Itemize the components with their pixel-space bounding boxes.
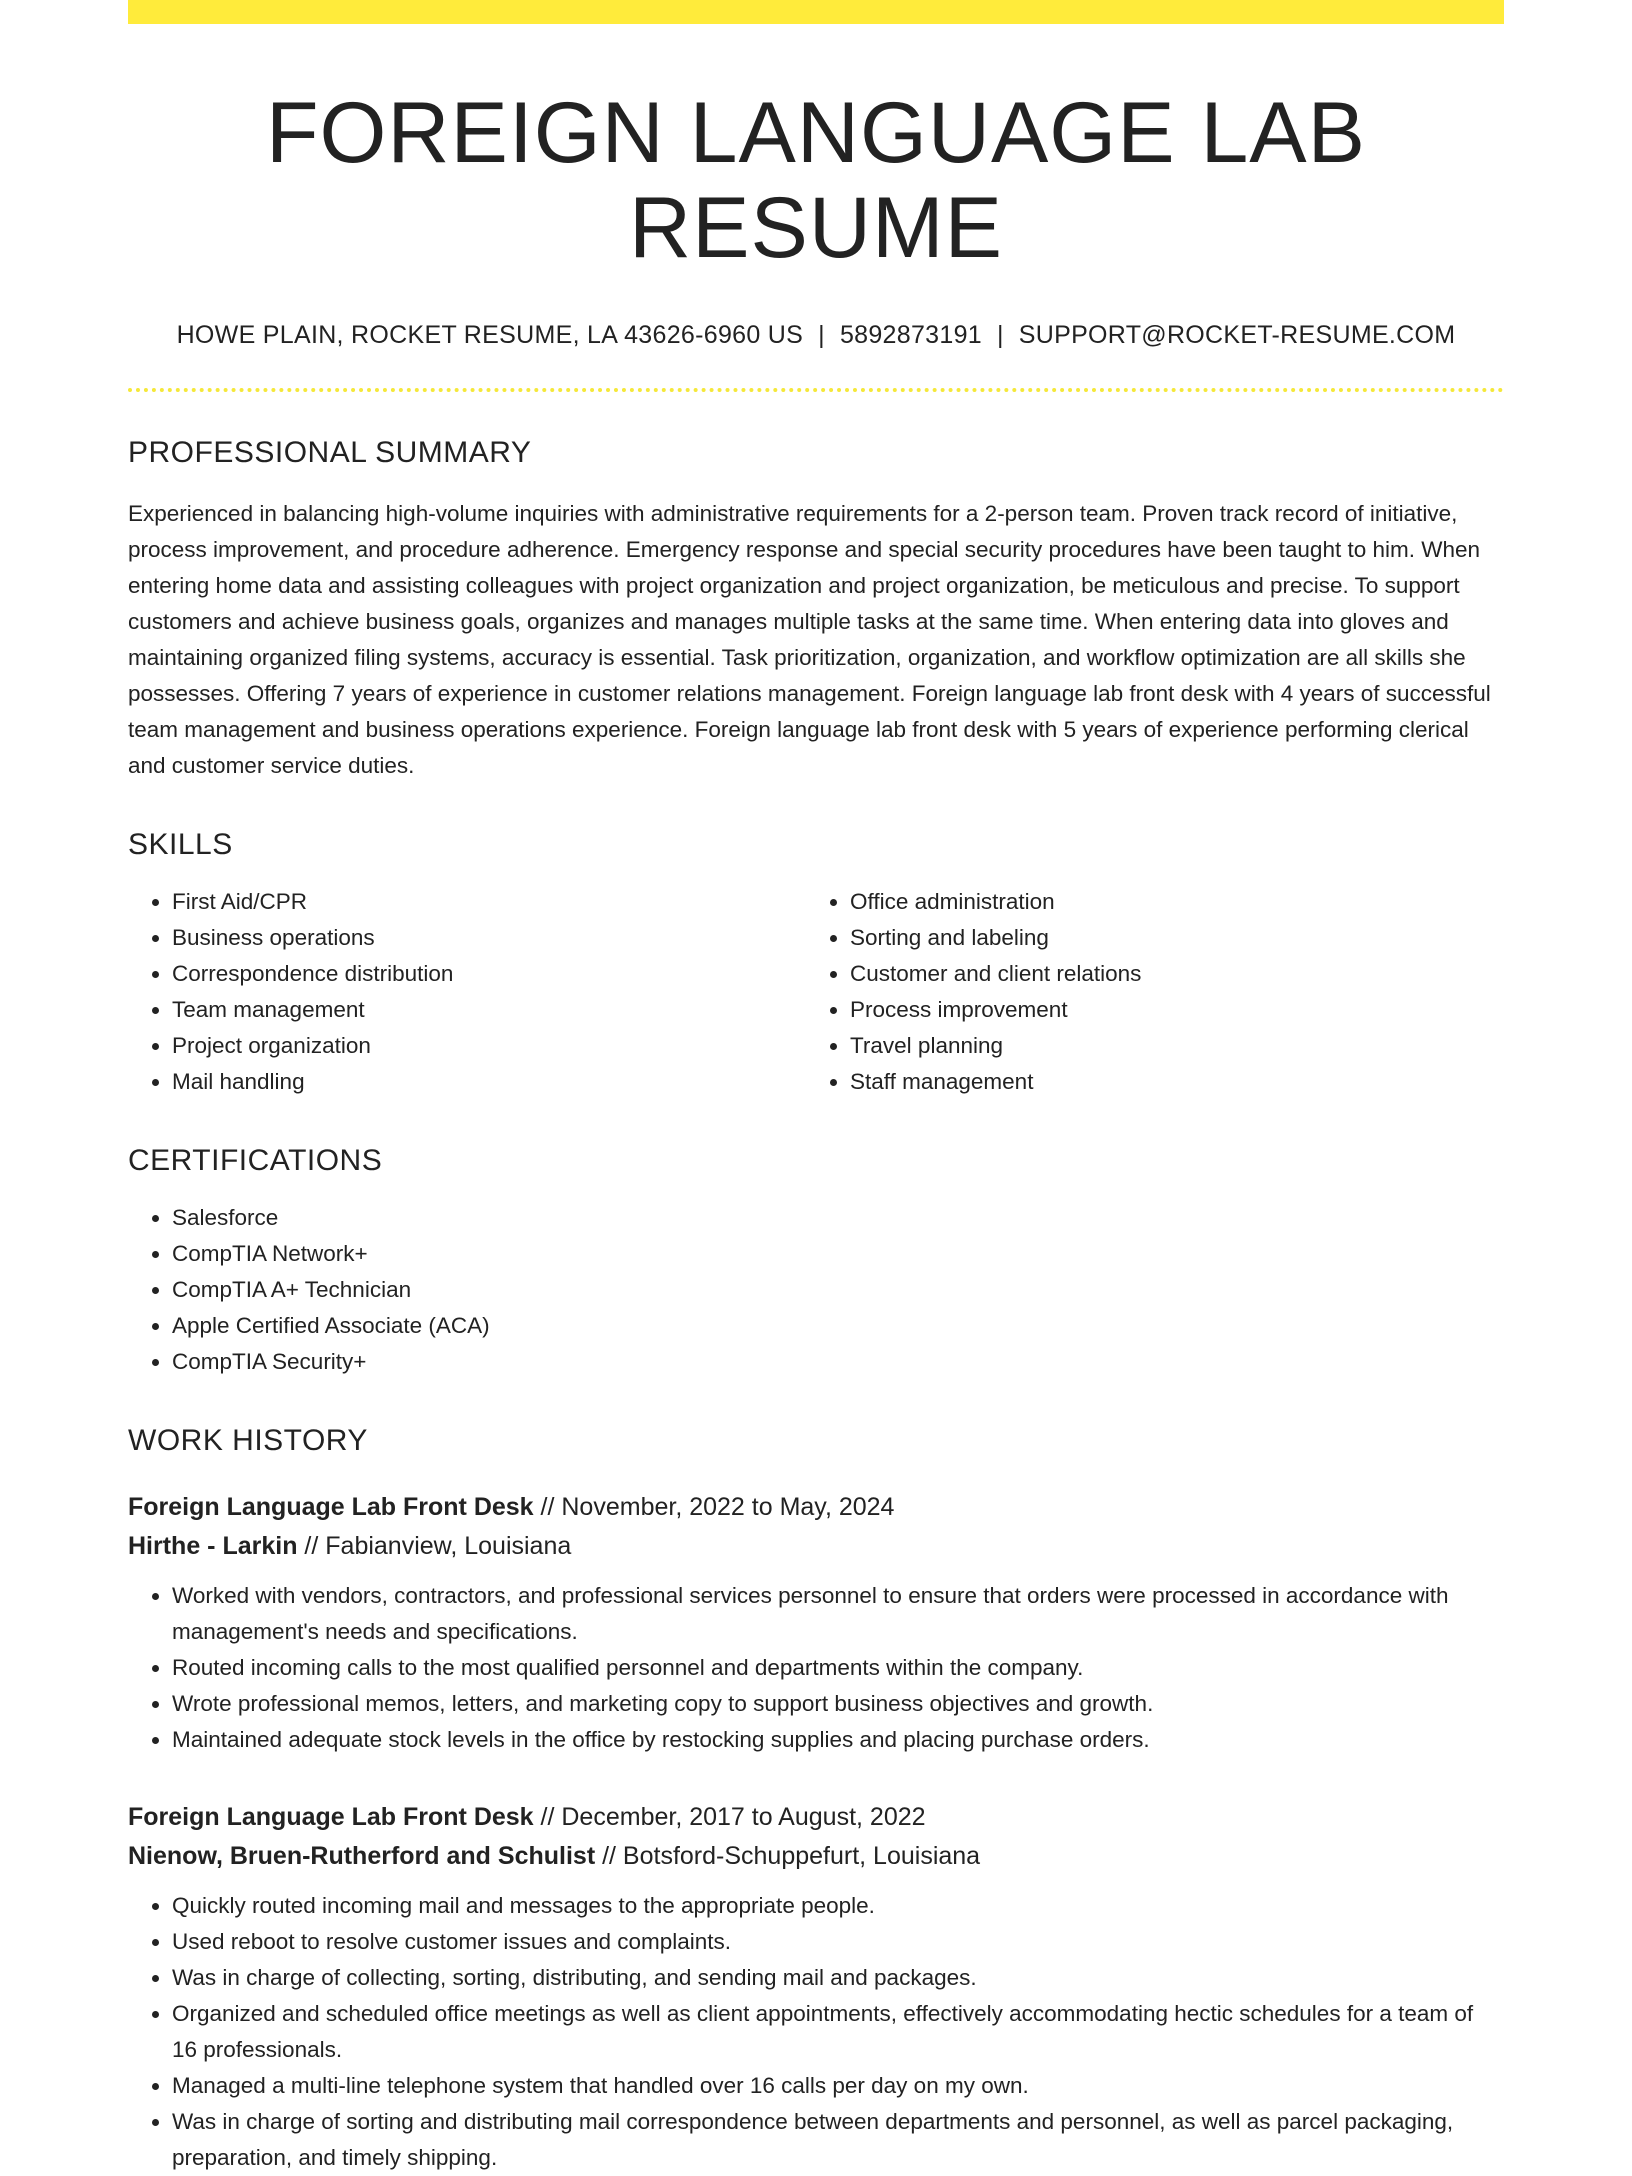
- job-title: Foreign Language Lab Front Desk: [128, 1493, 534, 1522]
- summary-section: [128, 436, 1504, 784]
- job-duty-item: • Organized and scheduled office meetings as well as client appointments, effectively accommodating hectic schedules for a team of 16 professionals.: [172, 1996, 1504, 2068]
- job-duty-item: • Routed incoming calls to the most qualified personnel and departments within the company.: [172, 1650, 1504, 1686]
- job-duty-item: • Wrote professional memos, letters, and marketing copy to support business objectives and growth.: [172, 1686, 1504, 1722]
- job-entry: [128, 1798, 1504, 2176]
- work-history-section: [128, 1424, 1504, 2176]
- contact-separator: |: [996, 321, 1004, 350]
- certifications-list: [128, 1200, 1504, 1380]
- contact-phone: 5892873191: [839, 321, 982, 350]
- skill-item: • Correspondence distribution: [172, 956, 806, 992]
- job-entry: [128, 1488, 1504, 1758]
- contact-line: [128, 321, 1504, 350]
- job-duty-item: • Maintained adequate stock levels in the office by restocking supplies and placing purchase orders.: [172, 1722, 1504, 1758]
- skills-section: [128, 828, 1504, 1100]
- job-duty-item: • Managed a multi-line telephone system that handled over 16 calls per day on my own.: [172, 2068, 1504, 2104]
- job-company-line: [128, 1837, 1504, 1876]
- resume-title: FOREIGN LANGUAGE LAB RESUME: [265, 85, 1367, 276]
- skills-grid: [128, 884, 1504, 1100]
- job-duty-item: • Worked with vendors, contractors, and professional services personnel to ensure that orders were processed in accordance with management's needs and specifications.: [172, 1578, 1504, 1650]
- job-duty-item: • Was in charge of sorting and distributing mail correspondence between departments and personnel, as well as parcel packaging, preparation, and timely shipping.: [172, 2104, 1504, 2176]
- certification-item: • CompTIA A+ Technician: [172, 1272, 1504, 1308]
- skill-item: • Business operations: [172, 920, 806, 956]
- job-company: Hirthe - Larkin: [128, 1532, 298, 1561]
- job-location: // Fabianview, Louisiana: [297, 1532, 572, 1561]
- job-duties-list: [128, 1888, 1504, 2176]
- certifications-heading: CERTIFICATIONS: [128, 1144, 383, 1178]
- job-title-line: [128, 1488, 1504, 1527]
- certification-item: • CompTIA Security+: [172, 1344, 1504, 1380]
- skill-item: • Mail handling: [172, 1064, 806, 1100]
- skills-list-right: [806, 884, 1484, 1100]
- skill-item: • Staff management: [850, 1064, 1484, 1100]
- dotted-divider: [128, 388, 1504, 392]
- job-location: // Botsford-Schuppefurt, Louisiana: [595, 1842, 981, 1871]
- job-duty-item: • Was in charge of collecting, sorting, distributing, and sending mail and packages.: [172, 1960, 1504, 1996]
- skill-item: • First Aid/CPR: [172, 884, 806, 920]
- summary-text: Experienced in balancing high-volume inquiries with administrative requirements for a 2-person team. Proven track record of initiative, process improvement, and procedure adherence. Emergency response and special security procedures have been taught to him. When entering home data and assisting colleagues with project organization and project organization, be meticulous and precise. To support customers and achieve business goals, organizes and manages multiple tasks at the same time. When entering data into gloves and maintaining organized filing systems, accuracy is essential. Task prioritization, organization, and workflow optimization are all skills she possesses. Offering 7 years of experience in customer relations management. Foreign language lab front desk with 4 years of successful team management and business operations experience. Foreign language lab front desk with 5 years of experience performing clerical and customer service duties.: [128, 501, 1491, 779]
- job-duties-list: [128, 1578, 1504, 1758]
- certifications-section: [128, 1144, 1504, 1380]
- work-history-heading: WORK HISTORY: [128, 1424, 368, 1458]
- accent-bar: [128, 0, 1504, 24]
- job-dates: // November, 2022 to May, 2024: [533, 1493, 895, 1522]
- skill-item: • Process improvement: [850, 992, 1484, 1028]
- contact-address: HOWE PLAIN, ROCKET RESUME, LA 43626-6960 US: [176, 321, 804, 350]
- certification-item: • Apple Certified Associate (ACA): [172, 1308, 1504, 1344]
- job-title: Foreign Language Lab Front Desk: [128, 1803, 534, 1832]
- job-company-line: [128, 1527, 1504, 1566]
- skill-item: • Office administration: [850, 884, 1484, 920]
- skill-item: • Project organization: [172, 1028, 806, 1064]
- contact-email: SUPPORT@ROCKET-RESUME.COM: [1018, 321, 1456, 350]
- certification-item: • CompTIA Network+: [172, 1236, 1504, 1272]
- skills-heading: SKILLS: [128, 828, 233, 862]
- job-company: Nienow, Bruen-Rutherford and Schulist: [128, 1842, 596, 1871]
- job-duty-item: • Quickly routed incoming mail and messages to the appropriate people.: [172, 1888, 1504, 1924]
- skill-item: • Team management: [172, 992, 806, 1028]
- skill-item: • Travel planning: [850, 1028, 1484, 1064]
- skill-item: • Customer and client relations: [850, 956, 1484, 992]
- resume-page: [128, 0, 1504, 2176]
- job-dates: // December, 2017 to August, 2022: [533, 1803, 926, 1832]
- skills-list-left: [128, 884, 806, 1100]
- skill-item: • Sorting and labeling: [850, 920, 1484, 956]
- job-title-line: [128, 1798, 1504, 1837]
- job-duty-item: • Used reboot to resolve customer issues and complaints.: [172, 1924, 1504, 1960]
- contact-separator: |: [818, 321, 825, 350]
- certification-item: • Salesforce: [172, 1200, 1504, 1236]
- summary-heading: PROFESSIONAL SUMMARY: [128, 436, 532, 470]
